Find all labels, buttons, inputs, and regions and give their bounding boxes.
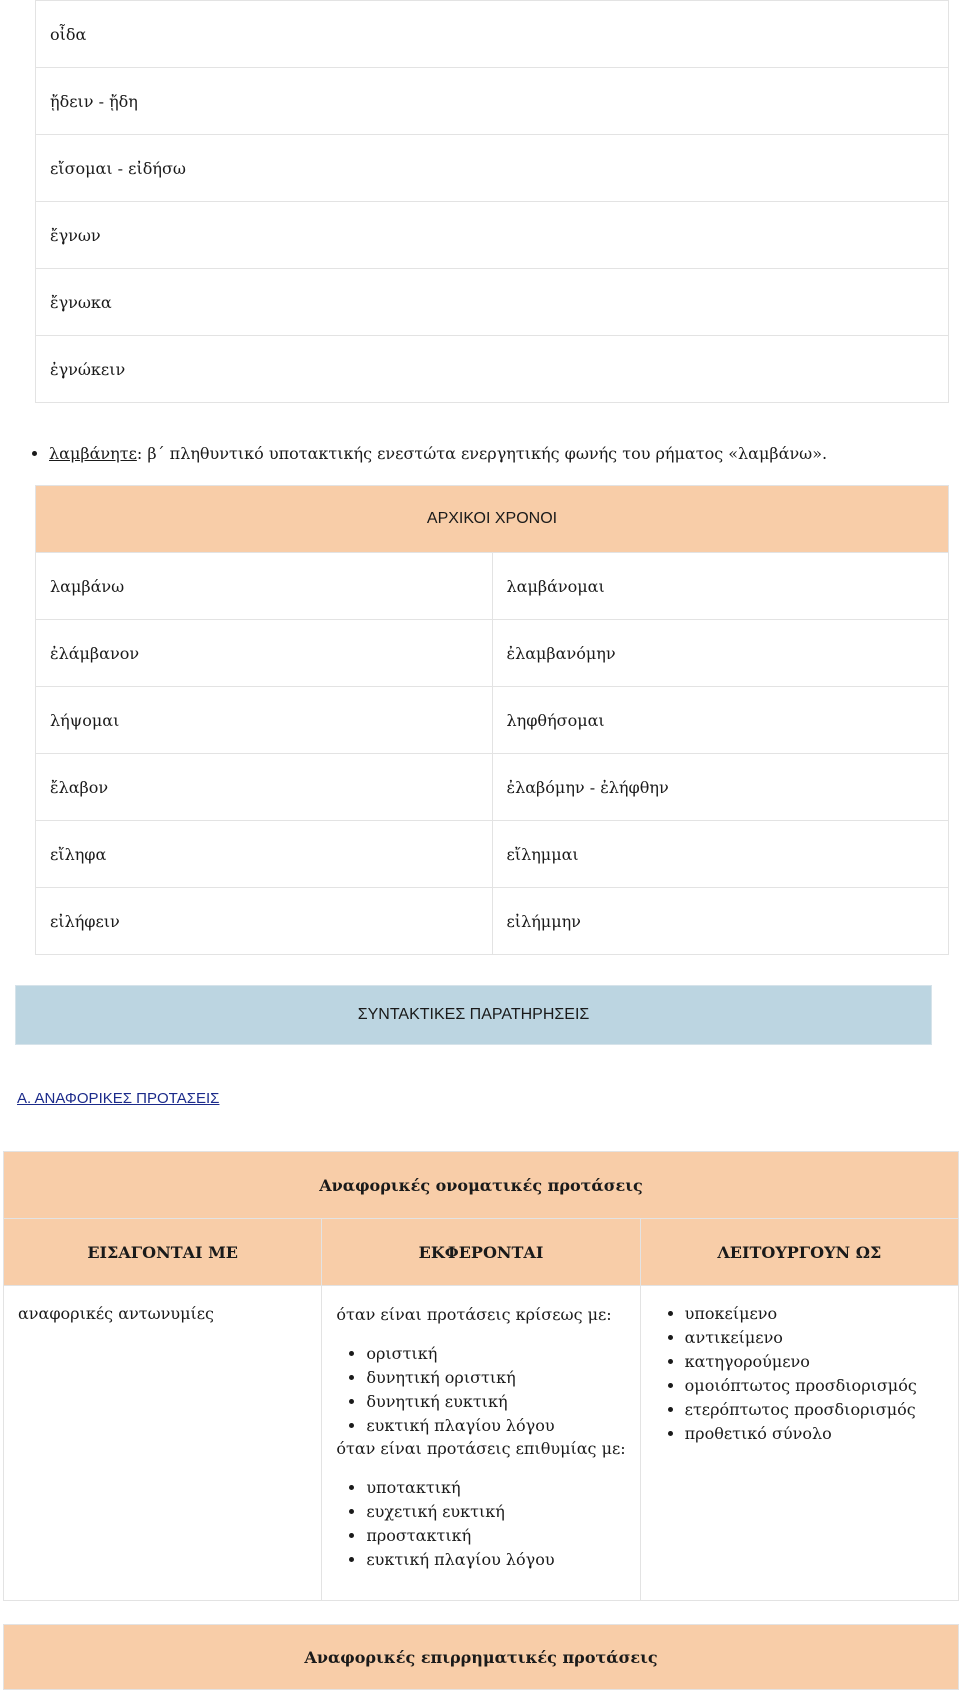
table-title: Αναφορικές ονοματικές προτάσεις: [4, 1152, 959, 1219]
table-cell: ἔγνωκα: [36, 269, 949, 336]
list-item: • ομοιόπτωτος προσδιορισμός: [685, 1374, 944, 1398]
table-cell: ἐλάμβανον: [36, 620, 493, 687]
relative-clauses-table: [3, 1151, 959, 1601]
table-cell: ἐλαμβανόμην: [492, 620, 949, 687]
list-item: • προστακτική: [366, 1524, 625, 1548]
list-item: • υποκείμενο: [685, 1302, 944, 1326]
introduced-by-text: αναφορικές αντωνυμίες: [18, 1304, 214, 1323]
column-header: ΕΚΦΕΡΟΝΤΑΙ: [322, 1219, 640, 1286]
list-item: • ευκτική πλαγίου λόγου: [366, 1414, 625, 1438]
list-item: • δυνητική οριστική: [366, 1366, 625, 1390]
table-cell: εἴληφα: [36, 821, 493, 888]
wish-moods-list: [336, 1476, 625, 1572]
section-banner: ΣΥΝΤΑΚΤΙΚΕΣ ΠΑΡΑΤΗΡΗΣΕΙΣ: [15, 985, 932, 1045]
list-item: • ετερόπτωτος προσδιορισμός: [685, 1398, 944, 1422]
table-cell: εἰλήμμην: [492, 888, 949, 955]
table-cell: λαμβάνομαι: [492, 553, 949, 620]
table-cell: ἐγνώκειν: [36, 336, 949, 403]
table-cell: ἐλαβόμην - ἐλήφθην: [492, 754, 949, 821]
section-link[interactable]: Α. ΑΝΑΦΟΡΙΚΕΣ ΠΡΟΤΑΣΕΙΣ: [17, 1090, 220, 1107]
judgement-moods-list: [336, 1342, 625, 1438]
table-cell: ᾔδειν - ᾔδη: [36, 68, 949, 135]
table-cell: ληφθήσομαι: [492, 687, 949, 754]
column-header: ΕΙΣΑΓΟΝΤΑΙ ΜΕ: [4, 1219, 322, 1286]
adverbial-clauses-title: Αναφορικές επιρρηματικές προτάσεις: [3, 1624, 959, 1690]
list-item: • δυνητική ευκτική: [366, 1390, 625, 1414]
oida-forms-table: [35, 0, 949, 403]
table-cell: ἔλαβον: [36, 754, 493, 821]
list-item: • ευκτική πλαγίου λόγου: [366, 1548, 625, 1572]
table-cell: λαμβάνω: [36, 553, 493, 620]
table-cell: εἴσομαι - εἰδήσω: [36, 135, 949, 202]
list-item: [49, 444, 960, 463]
table-cell: ἔγνων: [36, 202, 949, 269]
wish-intro: όταν είναι προτάσεις επιθυμίας με:: [336, 1439, 626, 1458]
table-cell: εἰλήφειν: [36, 888, 493, 955]
table-cell: εἴλημμαι: [492, 821, 949, 888]
term-link[interactable]: λαμβάνητε: [49, 444, 137, 463]
table-cell: οἶδα: [36, 1, 949, 68]
explanation-list: [30, 444, 960, 463]
introduced-by-cell: [4, 1286, 322, 1601]
functions-list: [655, 1302, 944, 1446]
principal-tenses-table: [35, 485, 949, 955]
list-item: • κατηγορούμενο: [685, 1350, 944, 1374]
list-item: • υποτακτική: [366, 1476, 625, 1500]
list-item: • ευχετική ευκτική: [366, 1500, 625, 1524]
list-item: • οριστική: [366, 1342, 625, 1366]
table-header: ΑΡΧΙΚΟΙ ΧΡΟΝΟΙ: [36, 486, 949, 553]
expressed-cell: [322, 1286, 640, 1601]
column-header: ΛΕΙΤΟΥΡΓΟΥΝ ΩΣ: [640, 1219, 958, 1286]
functions-cell: [640, 1286, 958, 1601]
list-item: • αντικείμενο: [685, 1326, 944, 1350]
judgement-intro: όταν είναι προτάσεις κρίσεως με:: [336, 1305, 612, 1324]
table-cell: λήψομαι: [36, 687, 493, 754]
term-explanation: : β΄ πληθυντικό υποτακτικής ενεστώτα ενεργητικής φωνής του ρήματος «λαμβάνω».: [136, 444, 828, 463]
list-item: • προθετικό σύνολο: [685, 1422, 944, 1446]
